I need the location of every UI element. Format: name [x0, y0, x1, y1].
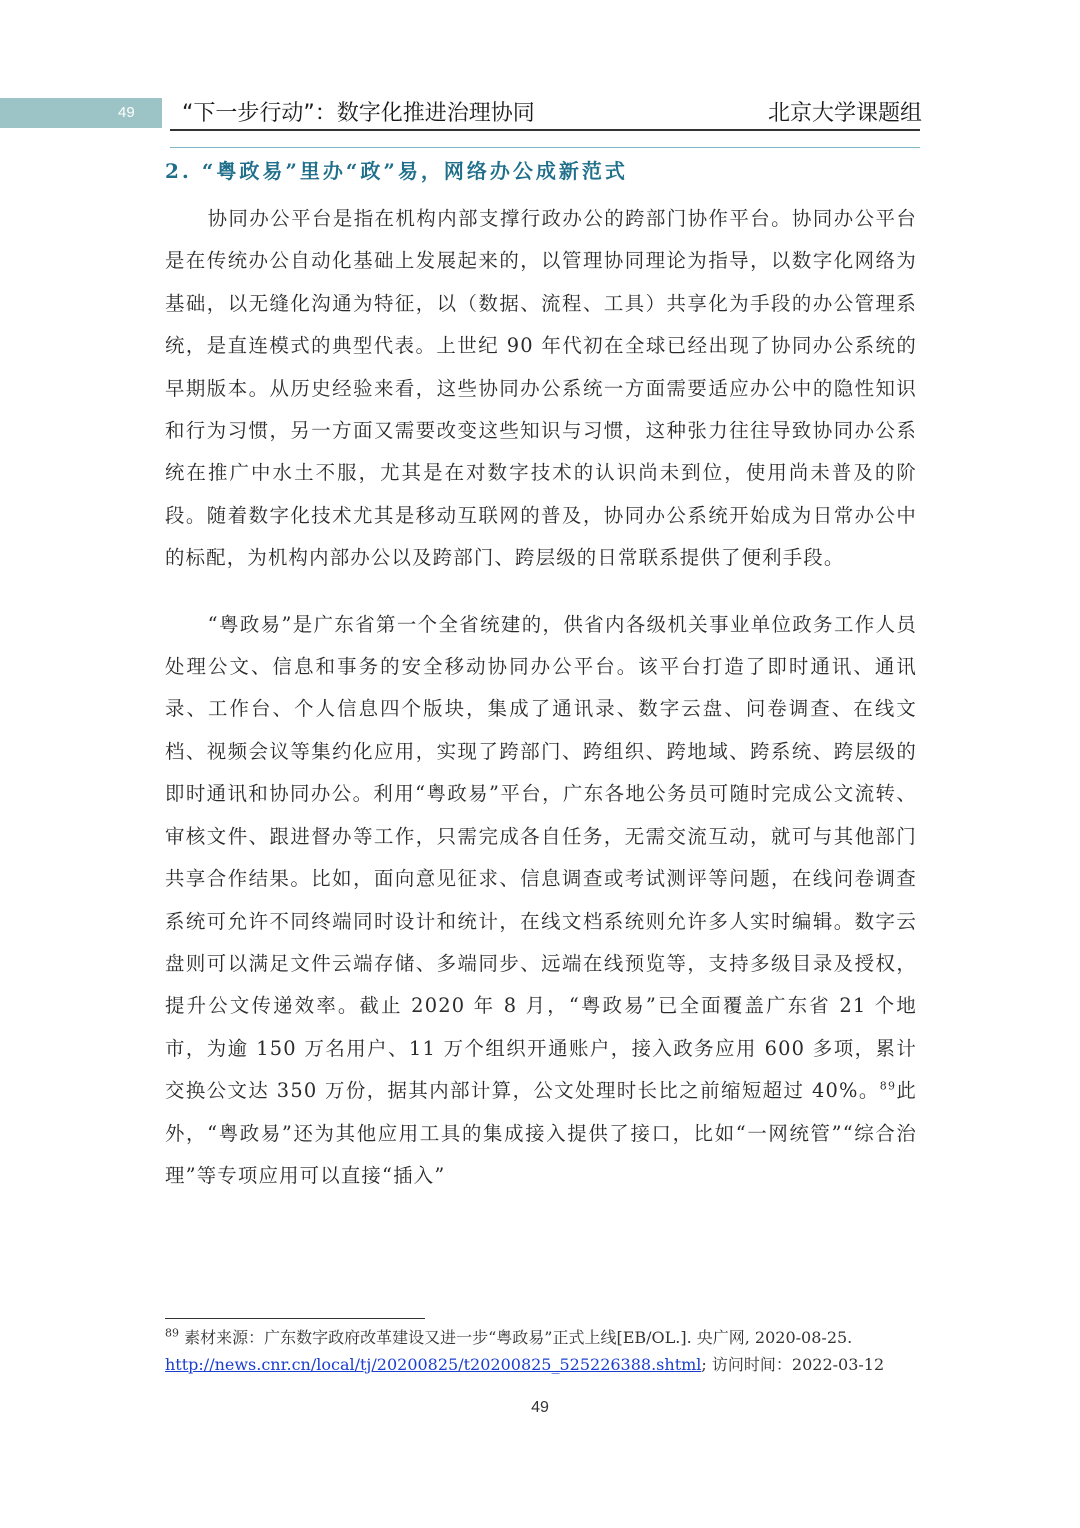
paragraph — [165, 604, 917, 1198]
header-page-number: 49 — [118, 104, 135, 121]
body-text — [165, 198, 917, 1197]
footnote-source: 素材来源：广东数字政府改革建设又进一步“粤政易”正式上线[EB/OL.]. 央广网, 2020-08-25. — [179, 1328, 853, 1347]
footnote-divider — [165, 1318, 425, 1319]
footnote-reference[interactable]: 89 — [879, 1079, 897, 1093]
header-accent-divider — [170, 147, 920, 148]
footnote-link[interactable]: http://news.cnr.cn/local/tj/20200825/t20200825_525226388.shtml — [165, 1355, 702, 1374]
page-number: 49 — [531, 1399, 549, 1416]
header-title: “下一步行动”：数字化推进治理协同 — [182, 101, 535, 126]
header-organization: 北京大学课题组 — [767, 101, 922, 126]
paragraph-text: 此外，“粤政易”还为其他应用工具的集成接入提供了接口，比如“一网统管”“综合治理”等专项应用可以直接“插入” — [165, 1079, 917, 1187]
header-divider — [170, 129, 920, 131]
paragraph: 协同办公平台是指在机构内部支撑行政办公的跨部门协作平台。协同办公平台是在传统办公自动化基础上发展起来的，以管理协同理论为指导，以数字化网络为基础，以无缝化沟通为特征，以（数据、流程、工具）共享化为手段的办公管理系统，是直连模式的典型代表。上世纪 90 年代初在全球已经出现了协同办公系统的早期版本。从历史经验来看，这些协同办公系统一方面需要适应办公中的隐性知识和行为习惯，另一方面又需要改变这些知识与习惯，这种张力往往导致协同办公系统在推广中水土不服，尤其是在对数字技术的认识尚未到位，使用尚未普及的阶段。随着数字化技术尤其是移动互联网的普及，协同办公系统开始成为日常办公中的标配，为机构内部办公以及跨部门、跨层级的日常联系提供了便利手段。 — [165, 207, 917, 570]
footnote-access-date: ; 访问时间：2022-03-12 — [701, 1355, 885, 1374]
section-heading: 2. “粤政易”里办“政”易，网络办公成新范式 — [165, 159, 628, 183]
paragraph-text: “粤政易”是广东省第一个全省统建的，供省内各级机关事业单位政务工作人员处理公文、信息和事务的安全移动协同办公平台。该平台打造了即时通讯、通讯录、工作台、个人信息四个版块，集成了通讯录、数字云盘、问卷调查、在线文档、视频会议等集约化应用，实现了跨部门、跨组织、跨地域、跨系统、跨层级的即时通讯和协同办公。利用“粤政易”平台，广东各地公务员可随时完成公文流转、审核文件、跟进督办等工作，只需完成各自任务，无需交流互动，就可与其他部门共享合作结果。比如，面向意见征求、信息调查或考试测评等问题，在线问卷调查系统可允许不同终端同时设计和统计，在线文档系统则允许多人实时编辑。数字云盘则可以满足文件云端存储、多端同步、远端在线预览等，支持多级目录及授权，提升公文传递效率。截止 2020 年 8 月，“粤政易”已全面覆盖广东省 21 个地市，为逾 150 万名用户、11 万个组织开通账户，接入政务应用 600 多项，累计交换公文达 350 万份，据其内部计算，公文处理时长比之前缩短超过 40%。 — [165, 612, 917, 1103]
footnote-number: 89 — [165, 1326, 179, 1340]
footnote — [165, 1324, 925, 1378]
